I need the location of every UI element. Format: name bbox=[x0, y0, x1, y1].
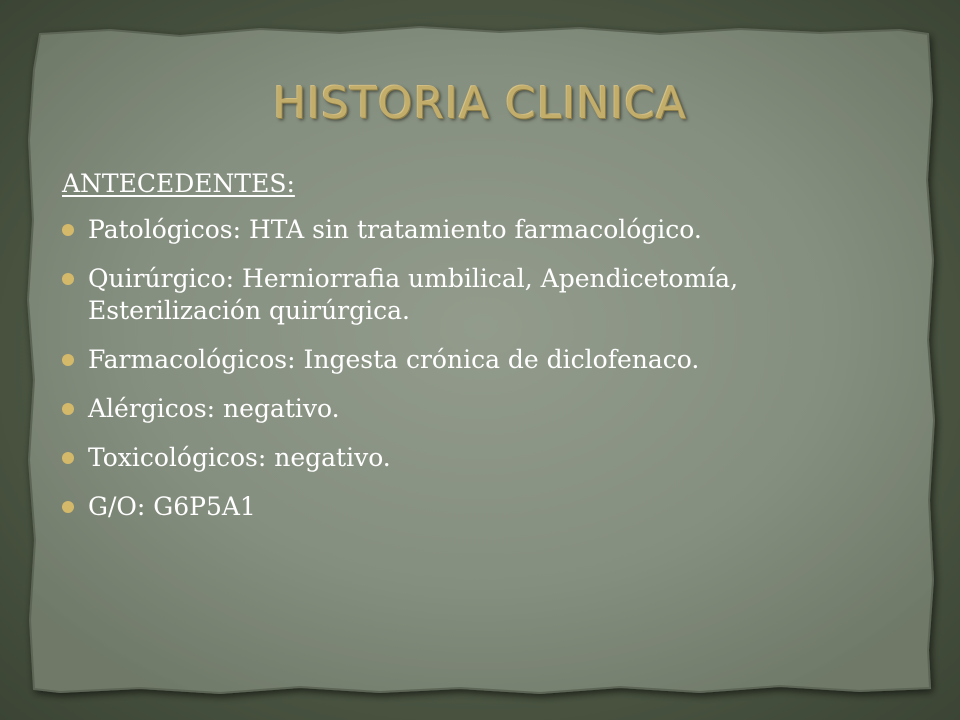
list-item-text: Toxicológicos: negativo. bbox=[88, 443, 391, 472]
list-item-text: Alérgicos: negativo. bbox=[88, 394, 340, 423]
slide-content bbox=[62, 168, 882, 540]
list-item bbox=[62, 491, 882, 523]
bullet-icon bbox=[62, 224, 74, 236]
list-item bbox=[62, 393, 882, 425]
bullet-icon bbox=[62, 354, 74, 366]
list-item bbox=[62, 263, 882, 327]
bullet-icon bbox=[62, 273, 74, 285]
list-item-text: Quirúrgico: Herniorrafia umbilical, Apendicetomía, Esterilización quirúrgica. bbox=[88, 264, 739, 325]
list-item-text: Farmacológicos: Ingesta crónica de diclofenaco. bbox=[88, 345, 700, 374]
list-item-text: Patológicos: HTA sin tratamiento farmacológico. bbox=[88, 215, 702, 244]
list-item-text: G/O: G6P5A1 bbox=[88, 492, 256, 521]
bullet-icon bbox=[62, 452, 74, 464]
list-item bbox=[62, 442, 882, 474]
page-title: HISTORIA CLINICA bbox=[272, 78, 688, 129]
list-item bbox=[62, 214, 882, 246]
section-heading: ANTECEDENTES: bbox=[62, 169, 295, 198]
bullet-icon bbox=[62, 501, 74, 513]
list-item bbox=[62, 344, 882, 376]
bullet-icon bbox=[62, 403, 74, 415]
antecedentes-list bbox=[62, 214, 882, 523]
